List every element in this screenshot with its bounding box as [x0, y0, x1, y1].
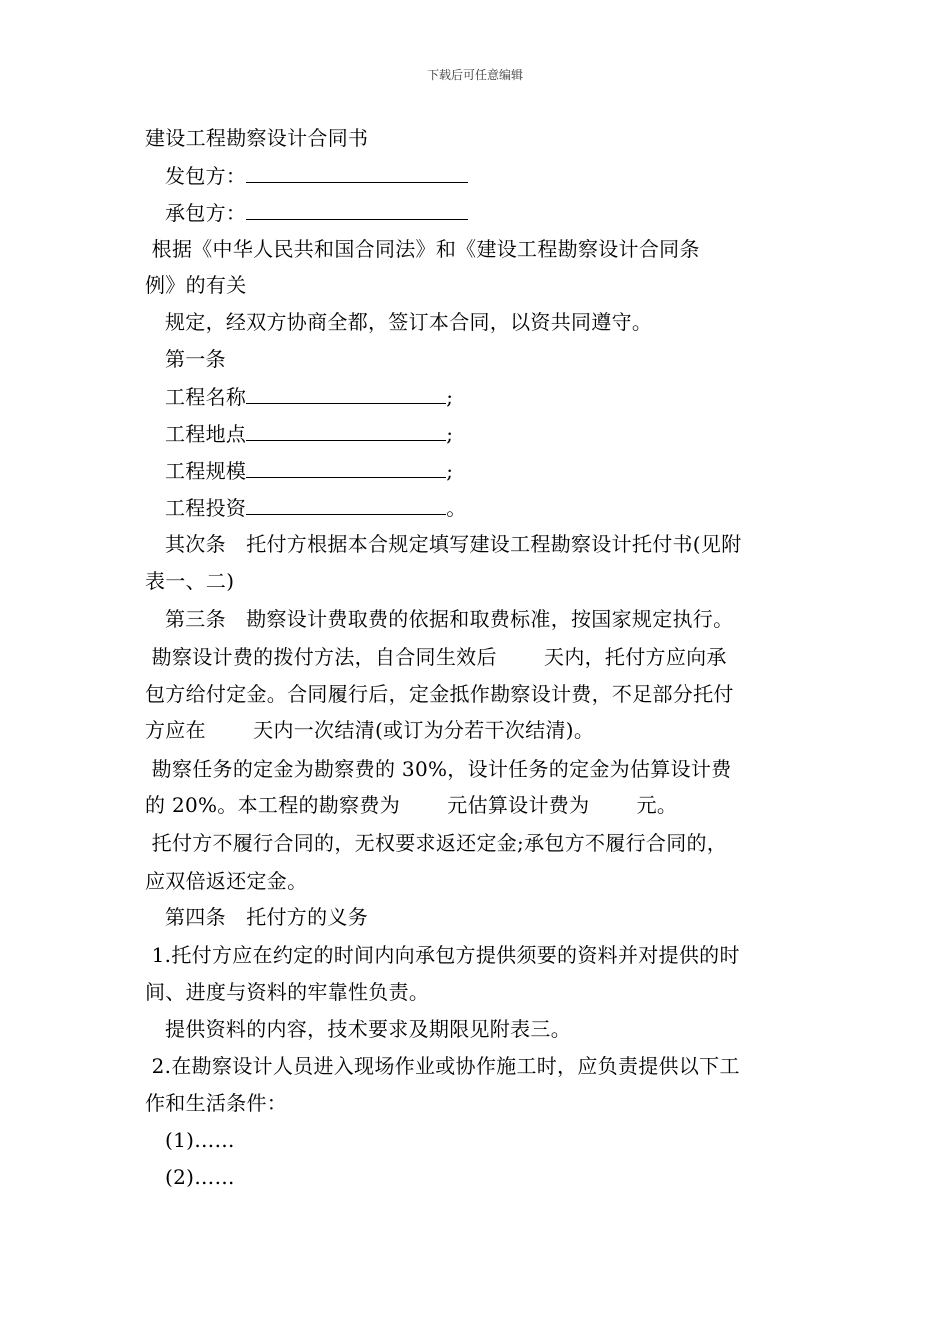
- semicolon: ;: [446, 459, 454, 483]
- project-investment-line: [165, 494, 830, 520]
- paragraph-line: 应双倍返还定金。: [145, 869, 308, 893]
- paragraph-line: 例》的有关: [145, 273, 247, 297]
- paragraph-line: 托付方不履行合同的，无权要求返还定金;承包方不履行合同的，: [145, 831, 728, 855]
- party-b-blank[interactable]: [246, 199, 468, 220]
- paragraph-line: 其次条 托付方根据本合规定填写建设工程勘察设计托付书(见附: [165, 532, 742, 556]
- project-name-label: 工程名称: [165, 385, 247, 409]
- semicolon: ;: [446, 385, 454, 409]
- paragraph-line: 第三条 勘察设计费取费的依据和取费标准，按国家规定执行。: [165, 607, 734, 631]
- paragraph-line: 间、进度与资料的牢靠性负责。: [145, 980, 430, 1004]
- project-name-line: [165, 383, 830, 409]
- party-a-label: 发包方：: [165, 164, 247, 188]
- project-location-line: [165, 420, 830, 446]
- paragraph-line: 1.托付方应在约定的时间内向承包方提供须要的资料并对提供的时: [145, 943, 740, 967]
- paragraph-line: 规定，经双方协商全都，签订本合同，以资共同遵守。: [165, 310, 653, 334]
- party-b-label: 承包方：: [165, 201, 247, 225]
- project-location-blank[interactable]: [246, 420, 446, 441]
- article-heading: 第四条 托付方的义务: [165, 905, 368, 929]
- paragraph-line: 根据《中华人民共和国合同法》和《建设工程勘察设计合同条: [145, 237, 700, 261]
- project-scale-label: 工程规模: [165, 459, 247, 483]
- list-item: (1)……: [165, 1128, 235, 1152]
- paragraph-line: 表一、二): [145, 569, 235, 593]
- paragraph-line: 2.在勘察设计人员进入现场作业或协作施工时，应负责提供以下工: [145, 1054, 740, 1078]
- document-title: 建设工程勘察设计合同书: [145, 126, 369, 150]
- project-investment-blank[interactable]: [246, 494, 446, 515]
- paragraph-line: 勘察任务的定金为勘察费的 30%，设计任务的定金为估算设计费: [145, 757, 732, 781]
- party-a-blank[interactable]: [246, 162, 468, 183]
- article-heading: 第一条: [165, 347, 226, 371]
- party-a-line: [165, 162, 830, 188]
- paragraph-line: 的 20%。本工程的勘察费为 元估算设计费为 元。: [145, 793, 678, 817]
- project-scale-blank[interactable]: [246, 457, 446, 478]
- project-location-label: 工程地点: [165, 422, 247, 446]
- paragraph-line: 勘察设计费的拨付方法，自合同生效后 天内，托付方应向承: [145, 645, 727, 669]
- period: 。: [446, 496, 467, 520]
- project-scale-line: [165, 457, 830, 483]
- party-b-line: [165, 199, 830, 225]
- list-item: (2)……: [165, 1165, 235, 1189]
- paragraph-line: 作和生活条件：: [145, 1091, 288, 1115]
- project-investment-label: 工程投资: [165, 496, 247, 520]
- semicolon: ;: [446, 422, 454, 446]
- project-name-blank[interactable]: [246, 383, 446, 404]
- paragraph-line: 包方给付定金。合同履行后，定金抵作勘察设计费，不足部分托付: [145, 682, 734, 706]
- paragraph-line: 提供资料的内容，技术要求及期限见附表三。: [165, 1017, 571, 1041]
- page-header: 下载后可任意编辑: [426, 68, 523, 82]
- paragraph-line: 方应在 天内一次结清(或订为分若干次结清)。: [145, 718, 595, 742]
